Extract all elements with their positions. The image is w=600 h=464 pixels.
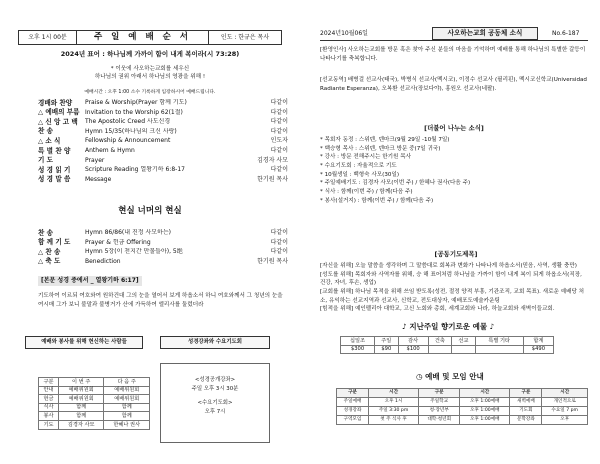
table-cell: 주일 3:30 pm [369, 407, 419, 416]
table-cell: 건축 [428, 337, 451, 346]
sermon-title: 현실 너머의 현실 [118, 206, 182, 216]
table-cell: 시간 [369, 389, 419, 398]
order-label: 찬 송 [38, 228, 54, 237]
order-row [38, 228, 288, 238]
table-cell: 십일조 [341, 337, 375, 346]
bulletin-date: 2024년10월06일 [320, 30, 368, 37]
table-row [39, 395, 150, 404]
table-cell [452, 345, 475, 354]
prayer-heading: [공동기도제목] [434, 249, 478, 258]
service-time: 오후 1시 00분 [19, 31, 77, 44]
scripture-text: 기도하여 이르되 여호와여 원하건대 그의 눈을 열어서 보게 하옵소서 하니 여호와께서 그 청년의 눈을 여시매 그가 보니 불말과 불병거가 산에 가득하여 엘리사를 둘렀더라 [38, 293, 283, 308]
order-leader: 다같이 [270, 99, 288, 107]
table-row [39, 386, 150, 395]
schedule-table [336, 388, 588, 425]
wednesday-prayer-title: <수요기도회> [197, 400, 233, 407]
offering-title: ♪ 지난주일 향기로운 예물 ♪ [402, 322, 495, 331]
worship-order-title: 주 일 예 배 순 서 [77, 31, 209, 44]
issue-number: No.6-187 [552, 30, 580, 37]
list-item: * 백승형 목사 : 스위덴, 덴마크 방문 중(7일 귀국) [320, 145, 441, 152]
table-cell: 함께 [104, 403, 150, 412]
order-row [38, 165, 288, 175]
clock-icon: ◷ [416, 372, 426, 381]
order-leader: 다같이 [270, 108, 288, 116]
mission-text: [선교동역] 배병걸 선교사(태국), 박병식 선교사(멕시코), 이정수 선교사 (필리핀), 멕시코신학교(Universidad Radiante Esperanza), 오복환 선교사(장보다야), 홍원오 선교사(네팔). [320, 77, 587, 92]
table-cell: 구분 [39, 378, 59, 387]
table-cell: 예배위원회 [58, 395, 104, 404]
order-leader: 다같이 [270, 118, 288, 126]
table-cell: 청·장년부 [419, 407, 460, 416]
table-cell: 성경강좌 [337, 407, 369, 416]
order-row [38, 247, 288, 257]
table-cell: 오후 [542, 416, 588, 425]
table-cell [428, 345, 451, 354]
list-item: * 주일예배기도 : 김경자 사모(이번 주) / 한혜나 권사(다음 주) [320, 180, 471, 187]
order-row [38, 117, 288, 127]
worship-note: 예배시간 : 오후 1:00 소수 기록하게 입장하시어 예배드립니다. [84, 90, 216, 95]
table-cell: 예배위원회 [104, 386, 150, 395]
table-cell: 구분 [419, 389, 460, 398]
yearly-theme: 2024년 표어 : 하나님께 가까이 함이 내게 복이라(시 73:28) [60, 50, 240, 58]
order-row [38, 146, 288, 156]
order-row [38, 238, 288, 248]
order-leader: 다같이 [270, 238, 288, 246]
study-title: <성경공개강좌> [194, 377, 236, 383]
table-cell: 오후 1:00예배 [460, 407, 510, 416]
order-label: 경배와 찬양 [38, 98, 73, 107]
order-leader: 다같이 [270, 127, 288, 135]
prayer-item: [힘적을 위해] 예인펠리아 대학교, 고신 노회와 총회, 세계교회와 나라, 하늘교회와 새벽이들교회. [320, 306, 555, 313]
table-cell: 예배위원회 [58, 386, 104, 395]
table-cell: 예배위원회 [104, 395, 150, 404]
closing-order-list [38, 228, 288, 266]
order-label: △ 소 식 [38, 137, 61, 146]
order-desc: Hymn 5장(이 천지간 만물들아), 5绝 [85, 248, 183, 256]
order-label: 성 경 읽 기 [38, 165, 71, 174]
table-cell: 함께 [58, 412, 104, 421]
table-cell: $90 [375, 345, 398, 354]
list-item: * 봉사(설거지) : 함께(이번 주) / 함께(다음 주) [320, 197, 434, 204]
table-cell: 첫 주 식사 후 [369, 416, 419, 425]
welcome-text: [환영인사] 사오하는교회를 방문 혹은 찾아 주신 분들의 마음을 기억하며 예배를 통해 하나님의 특별한 갈등이 나타나기를 축복합니다. [320, 47, 586, 62]
table-row [39, 378, 150, 387]
news-title: 사오하는교회 공동체 소식 [432, 27, 538, 40]
table-cell: 시간 [460, 389, 510, 398]
worship-order-list [38, 98, 288, 184]
order-desc: Prayer & 헌금 Offering [85, 238, 151, 246]
table-row [337, 398, 588, 407]
prayer-list [320, 262, 588, 314]
table-row [337, 416, 588, 425]
table-row [39, 412, 150, 421]
order-row [38, 98, 288, 108]
order-label: △ 신 앙 고 백 [38, 117, 78, 126]
table-cell: 선교 [452, 337, 475, 346]
table-row [337, 407, 588, 416]
table-cell: 주일학교 [419, 398, 460, 407]
table-row [341, 337, 554, 346]
table-cell: 오후 1:00예배 [460, 416, 510, 425]
service-leader: 인도 : 한규은 목사 [220, 33, 270, 41]
table-cell: 구분 [510, 389, 542, 398]
table-cell: 봉사 [39, 412, 59, 421]
servants-table [38, 377, 150, 430]
table-cell: 특별 기타 [475, 337, 523, 346]
study-box-title: 성경강좌와 수요기도회 [160, 336, 270, 349]
table-cell: 문학강좌 [510, 416, 542, 425]
offering-table [340, 336, 554, 354]
order-label: △ 찬 송 [38, 247, 61, 256]
list-item: * 강사 : 방문 전해주시는 한기원 목사 [320, 154, 412, 161]
table-cell: 오후 1시 [369, 398, 419, 407]
order-row [38, 156, 288, 166]
order-desc: Praise & Worship(Prayer 함께 기도) [85, 99, 187, 107]
table-cell: 기도회 [510, 407, 542, 416]
order-leader: 다같이 [270, 229, 288, 237]
order-leader: 다같이 [270, 166, 288, 174]
table-cell: 다 음 주 [104, 378, 150, 387]
table-cell: 주일예배 [337, 398, 369, 407]
order-label: 찬 송 [38, 127, 54, 136]
order-label: △ 예배의 부름 [38, 108, 80, 117]
order-row [38, 136, 288, 146]
table-cell: 대학·청년회 [419, 416, 460, 425]
table-cell: 안내 [39, 386, 59, 395]
order-desc: Message [85, 175, 112, 183]
order-label: 성 경 말 씀 [38, 175, 71, 184]
order-leader: 한기원 목사 [257, 175, 288, 183]
intro-line-2: 하나님의 권위 아래서 하나님의 영광을 위해 ! [94, 74, 206, 80]
share-heading: [더불어 나누는 소식] [424, 123, 484, 132]
order-label: △ 축 도 [38, 257, 61, 266]
table-cell: 한혜나 권사 [104, 420, 150, 429]
table-cell: 개인적으로 [542, 398, 588, 407]
wednesday-prayer-time: 오후 7시 [204, 408, 226, 415]
order-row [38, 108, 288, 118]
order-leader: 인도자 [270, 137, 288, 145]
table-cell: 수요일 7 pm [542, 407, 588, 416]
table-row [341, 345, 554, 354]
order-desc: Anthem & Hymn [85, 147, 135, 155]
order-leader: 한기원 목사 [257, 257, 288, 265]
table-cell: 기도 [39, 420, 59, 429]
table-cell: 구분 [337, 389, 369, 398]
table-cell: 새벽예배 [510, 398, 542, 407]
study-schedule-box [160, 363, 270, 443]
table-cell: $300 [341, 345, 375, 354]
order-label: 기 도 [38, 156, 54, 165]
table-cell: 주일 [375, 337, 398, 346]
table-cell: 합계 [523, 337, 553, 346]
order-row [38, 127, 288, 137]
table-row [337, 389, 588, 398]
prayer-item: [교회를 위해] 하나님 목적을 위해 쓰임 받도록(성전, 절정 양적 부흥, 기관조직, 교회 목표). 새로운 예배당 처소, 유익하는 선교지역과 선교사, 신학교, 전도대상자, 예배포도예술카운팅 [320, 288, 585, 304]
table-row [39, 403, 150, 412]
order-desc: Hymn 15/35(하나님의 크신 사랑) [85, 127, 177, 135]
table-cell: $490 [523, 345, 553, 354]
study-time: 주일 오후 3시 30분 [191, 385, 239, 392]
schedule-title [416, 372, 484, 381]
order-row [38, 175, 288, 185]
list-item: * 10월생일 : 백형숙 사모(30일) [320, 171, 400, 178]
table-cell: 구역모임 [337, 416, 369, 425]
table-cell: 식사 [39, 403, 59, 412]
order-row [38, 257, 288, 267]
list-item: * 목회자 동정 : 스위덴, 덴마크(9월 29일 -10월 7일) [320, 137, 450, 143]
order-leader: 다같이 [270, 147, 288, 155]
order-desc: Benediction [85, 257, 121, 265]
share-list [320, 136, 588, 205]
order-label: 특 별 찬 양 [38, 146, 71, 155]
order-desc: Invitation to the Worship 62(1절) [85, 108, 183, 116]
intro-line-1: * 이웃에 사오하는교회를 세우신 [110, 66, 190, 72]
table-cell [475, 345, 523, 354]
order-leader: 다같이 [270, 248, 288, 256]
header-divider [320, 40, 588, 41]
table-cell: 헌금 [39, 395, 59, 404]
list-item: * 수요기도회 : 자율적으로 기도 [320, 162, 397, 169]
table-cell: 시간 [542, 389, 588, 398]
table-cell: 김경자 사모 [58, 420, 104, 429]
worship-order-header [18, 30, 282, 45]
table-cell: 감사 [398, 337, 428, 346]
order-leader: 김경자 사모 [257, 156, 288, 164]
table-cell: 이 번 주 [58, 378, 104, 387]
table-cell: 오후 1:00예배 [460, 398, 510, 407]
order-desc: The Apostolic Creed 사도신경 [85, 118, 171, 126]
list-item: * 식사 : 함께(이번 주) / 함께(다음 주) [320, 188, 413, 195]
table-cell: 함께 [58, 403, 104, 412]
table-cell: $100 [398, 345, 428, 354]
schedule-title-text: 예배 및 모임 안내 [425, 372, 484, 381]
prayer-item: [성도를 위해] 목회자와 사역자를 위해, 승 해 표어처럼 하나님을 가까이 함이 내게 복이 되게 하옵소서(직장, 건강, 자녀, 후손, 생업) [320, 271, 582, 287]
order-desc: Hymn 86/86(내 진정 사모하는) [85, 229, 171, 237]
table-cell: 함께 [104, 412, 150, 421]
scripture-title: [본문 성경 중에서 _ 열왕기하 6:17] [38, 276, 142, 286]
order-desc: Prayer [85, 156, 105, 164]
order-label: 함 께 기 도 [38, 238, 71, 247]
table-row [39, 420, 150, 429]
order-desc: Scripture Reading 열왕기하 6:8-17 [85, 166, 185, 174]
servants-box-title: 예배와 봉사를 위해 헌신하는 사람들 [25, 336, 143, 349]
prayer-item: [자신을 위해] 오늘 말씀을 생각하며 그 말씀대로 회복과 변화가 나타나게 하옵소서(믿음, 사역, 생활 충만) [320, 263, 577, 269]
order-desc: Fellowship & Announcement [85, 137, 171, 145]
